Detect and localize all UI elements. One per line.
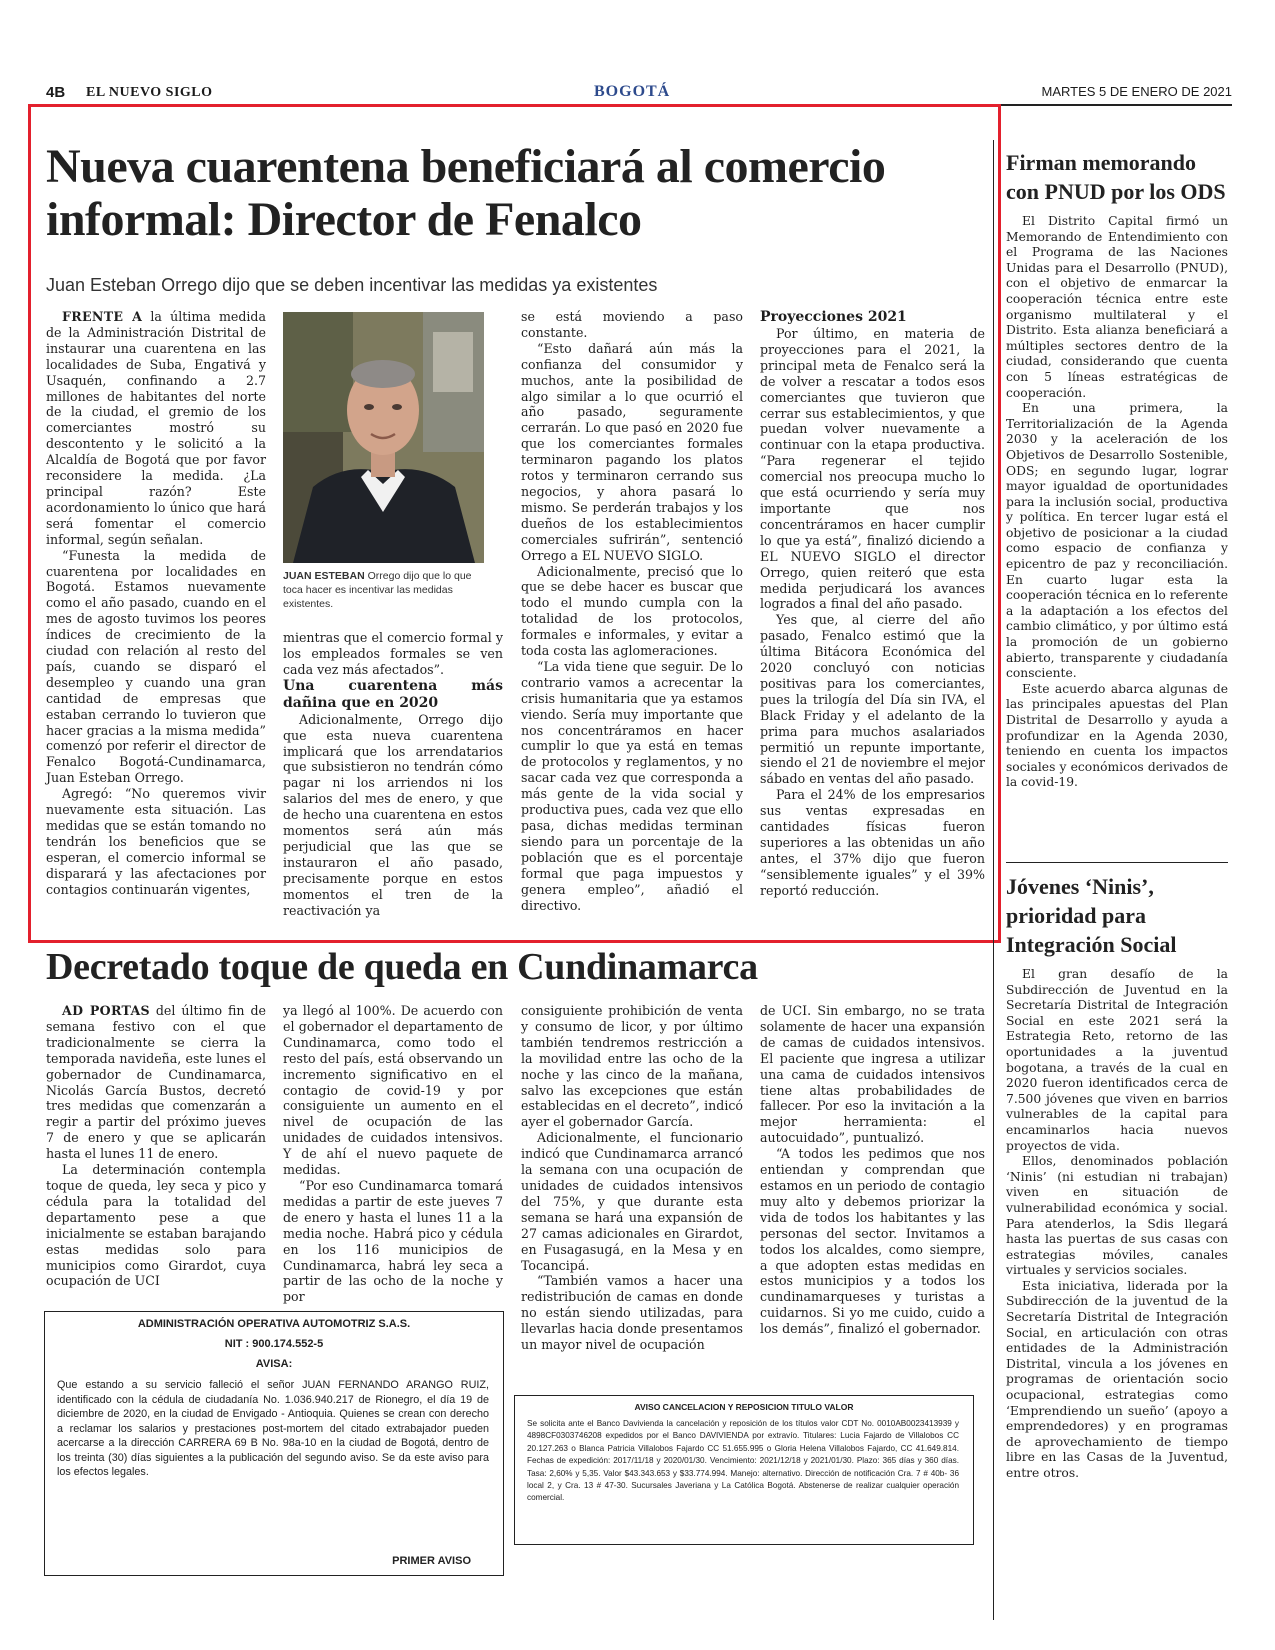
lead-in: FRENTE A: [62, 309, 143, 324]
sidebar-article-1: [1006, 148, 1228, 791]
ad-body: Se solicita ante el Banco Davivienda la cancelación y reposición de los títulos valor CDT No. 0010AB00234139​39 y 4898CF0303746208 expedidos por el Banco DAVIVIENDA por extravío. Titulares: Lucia Fajardo de Villalobos CC 20.127.263 o Blanca Patricia Villalobos Fajardo CC 51.655.995 o Gloria Helena Villalobos Fajardo, CC 41.649.814. Fechas de expedición: 2017/11/18 y 2020/01/30. Vencimiento: 2021/12/18 y 2021/01/30. Plazo: 365 días y 360 días. Tasa: 2,60% y 5,35. Valor $43.343.653 y $33.774.994. Manejo: alternativo. Dirección de notificación Cra. 7 # 40b- 36 local 2, y Cra. 13 # 47-30. Sucursales Javeriana y La Católica Bogotá. Abstenerse de realizar cualquier operación comercial.: [527, 1419, 959, 1503]
second-column-4: [760, 1003, 985, 1337]
section-name: BOGOTÁ: [594, 83, 671, 100]
second-headline: Decretado toque de queda en Cundinamarca: [46, 946, 758, 988]
newspaper-name: EL NUEVO SIGLO: [86, 85, 213, 100]
paragraph: la última medida de la Administración Distrital de instaurar una cuarentena en las localidades de Suba, Engativá y Usaquén, confinando a 2.7 millones de habitantes del norte de la ciudad, el gremio de los comerciantes mostró su descontento y le solicitó a la Alcaldía de Bogotá que por favor reconsidere la medida. ¿La principal razón? Este acordonamiento lo único que hará será fomentar el comercio informal, según señalan.: [46, 309, 266, 547]
ad-title: ADMINISTRACIÓN OPERATIVA AUTOMOTRIZ S.A.S.: [137, 1318, 411, 1330]
paragraph: Esta iniciativa, liderada por la Subdirección de la juventud de la Secretaría Distrital de Integración Social, en articulación con otras entidades de la Administración Distrital, vincula a los jóvenes en programas de orientación socio ocupacional, estrategias como ‘Emprendiendo un sueño’ (apoyo a emprendedores) y en programas de aprovechamiento de tiempo libre en las Casas de la Juventud, entre otros.: [1006, 1278, 1228, 1480]
paragraph: “La vida tiene que seguir. De lo contrario vamos a acrecentar la crisis humanitaria que ya estamos viendo. Sería muy importante que nos concentráramos en hacer cumplir lo que ya está en temas de protocolos y reglamentos, y no sacar cada vez que corresponda a más gente de la vida social y productiva pues, cada vez que ello pasa, dichas medidas terminan siendo para un porcentaje de la población que es el porcentaje formal que paga impuestos y genera empleo”, añadió el directivo.: [521, 658, 743, 913]
paragraph: Agregó: “No queremos vivir nuevamente esta situación. Las medidas que se están tomando no tendrán los beneficios que se esperan, el comercio informal se disparará y las afectaciones por contagios continuarán vigentes,: [46, 786, 266, 897]
main-column-3: [521, 309, 743, 913]
main-deck: Juan Esteban Orrego dijo que se deben incentivar las medidas ya existentes: [46, 275, 658, 295]
ad-title: AVISO CANCELACION Y REPOSICION TITULO VALOR: [634, 1402, 854, 1412]
lead-in: AD PORTAS: [62, 1003, 150, 1018]
article-photo: [283, 312, 484, 563]
ad-nit: NIT : 900.174.552-5: [224, 1338, 324, 1350]
paragraph: se está moviendo a paso constante.: [521, 309, 743, 340]
page-number: 4B: [46, 84, 66, 101]
paragraph: El gran desafío de la Subdirección de Juventud en la Secretaría Distrital de Integración Social en este 2021 será la Estrategia Reto, retorno de las oportunidades a la juventud bogotana, a través de la cual en 2020 fueron identificados cerca de 7.500 jóvenes que viven en barrios vulnerables de la capital para encaminarlos hacia nuevos proyectos de vida.: [1006, 967, 1228, 1153]
sidebar-body: [1006, 967, 1228, 1482]
main-column-1: [46, 309, 266, 898]
paragraph: Adicionalmente, Orrego dijo que esta nueva cuarentena implicará que los arrendatarios que subsistieron no tendrán cómo pagar ni los arriendos ni los salarios del mes de enero, y que de hecho una cuarentena en estos momentos será aún más perjudicial que las que se instauraron el año pasado, precisamente porque en estos momentos el tren de la reactivación ya: [283, 711, 503, 918]
subhead: Una cuarentena más dañina que en 2020: [283, 677, 503, 711]
second-column-1: [46, 1003, 266, 1289]
paragraph: “Funesta la medida de cuarentena por localidades en Bogotá. Estamos nuevamente como el año pasado, cuando en el mes de agosto tuvimos los peores índices de crecimiento de la ciudad con relación al resto del país, cuando se disparó el desempleo y cuando una gran cantidad de empresas que estaban cerrando lo tuvieron que hacer gracias a la misma medida” comenzó por referir el director de Fenalco Bogotá-Cundinamarca, Juan Esteban Orrego.: [46, 547, 266, 786]
ad-aviso: AVISA:: [255, 1358, 293, 1370]
paragraph: Yes que, al cierre del año pasado, Fenalco estimó que la última Bitácora Económica del 2020 concluyó con noticias positivas para los comerciantes, pues la trilogía del Día sin IVA, el Black Friday y el adelanto de la prima para muchos asalariados permitió un repunte importante, siendo el 21 de noviembre el mejor sábado en ventas del año pasado.: [760, 612, 985, 787]
paragraph: Adicionalmente, el funcionario indicó que Cundinamarca arrancó la semana con una ocupación de unidades de cuidados intensivos del 75%, y que durante esta semana se hará una expansión de 27 camas adicionales en Girardot, en Fusagasugá, en la Mesa y en Tocancipá.: [521, 1130, 743, 1273]
paragraph: Para el 24% de los empresarios sus ventas expresadas en cantidades físicas fueron superiores a las obtenidas un año antes, el 37% dijo que fueron “sensiblemente iguales” y el 39% reportó reducción.: [760, 787, 985, 898]
subhead: Proyecciones 2021: [760, 309, 907, 325]
paragraph: El Distrito Capital firmó un Memorando de Entendimiento con el Programa de las Naciones Unidas para el Desarrollo (PNUD), con el objetivo de enmarcar la cooperación técnica entre este organismo multilateral y el Distrito. Esta alianza beneficiará a múltiples sectores dentro de la ciudad, considerando que cuenta con 5 líneas estratégicas de cooperación.: [1006, 214, 1228, 400]
paragraph: Adicionalmente, precisó que lo que se debe hacer es buscar que todo el mundo cumpla con la totalidad de los protocolos, formales e informales, y evitar a toda costa las aglomeraciones.: [521, 563, 743, 659]
paragraph: Por último, en materia de proyecciones para el 2021, la principal meta de Fenalco será la de volver a rescatar a todos esos comerciantes que tuvieron que cerrar sus establecimientos, y que puedan volver nuevamente a continuar con la etapa productiva. “Para regenerar el tejido comercial nos preocupa mucho lo que está ocurriendo y sería muy importante que nos concentráramos en hacer cumplir lo que ya está”, finalizó diciendo a EL NUEVO SIGLO el director Orrego, quien reiteró que esta medida perjudicará los avances logrados a final del año pasado.: [760, 326, 985, 612]
portrait-photo-icon: [283, 312, 484, 563]
sidebar-article-2: [1006, 872, 1228, 1482]
sidebar-body: [1006, 214, 1228, 791]
sidebar-headline: Jóvenes ‘Ninis’, prioridad para Integración Social: [1006, 874, 1177, 957]
paragraph: del último fin de semana festivo con el que tradicionalmente se cierra la temporada navideña, este lunes el gobernador de Cundinamarca, Nicolás García Bustos, decretó tres medidas que comenzarán a regir a partir del próximo jueves 7 de enero y que se aplicarán hasta el lunes 11 de enero.: [46, 1003, 266, 1162]
title-cancellation-notice: [514, 1395, 974, 1545]
paragraph: Ellos, denominados población ‘Ninis’ (ni estudian ni trabajan) viven en situación de vulnerabilidad económica y social. Para atenderlos, la Sdis llegará hasta las puertas de sus casas con estrategias móviles, canales virtuales y servicios sociales.: [1006, 1154, 1228, 1278]
paragraph: “También vamos a hacer una redistribución de camas en donde no están siendo utilizadas, para llevarlas hacia donde presentamos un mayor nivel de ocupación: [521, 1273, 743, 1353]
paragraph: En una primera, la Territorialización de la Agenda 2030 y la aceleración de los Objetivos de Desarrollo Sostenible, ODS; en segundo lugar, lograr mayor igualdad de oportunidades para la inclusión social, productiva y política. En tercer lugar está el objetivo de posicionar a la ciudad como espacio de confianza y epicentro de paz y reconciliación. En cuarto lugar esta la cooperación técnica en lo referente a la adaptación a los efectos del cambio climático, y por último está la promoción de un gobierno abierto, transparente y ciudadanía consciente.: [1006, 401, 1228, 681]
sidebar-divider: [1006, 862, 1228, 863]
main-column-4: [760, 309, 985, 899]
paragraph: “A todos les pedimos que nos entiendan y comprendan que estamos en un periodo de contagio muy alto y debemos priorizar la vida de todos los habitantes y las personas del sector. Invitamos a todos los alcaldes, como siempre, a que adopten estas medidas en estos municipios y a todos los cundinamarqueses y turistas a cuidarnos. Si yo me cuido, cuido a los demás”, finalizó el gobernador.: [760, 1146, 985, 1337]
paragraph: de UCI. Sin embargo, no se trata solamente de hacer una expansión de camas de cuidados intensivos. El paciente que ingresa a utilizar una cama de cuidados intensivos tiene altas probabilidades de fallecer. Por eso la invitación a la mejor herramienta: el autocuidado”, puntualizó.: [760, 1003, 985, 1146]
paragraph: La determinación contempla toque de queda, ley seca y pico y cédula para la totalidad del departamento pese a que inicialmente se estaban barajando estas medidas solo para municipios como Girardot, cuya ocupación de UCI: [46, 1162, 266, 1289]
legal-notice-ad: [44, 1311, 504, 1576]
second-column-3: [521, 1003, 743, 1353]
paragraph: “Por eso Cundinamarca tomará medidas a partir de este jueves 7 de enero y hasta el lunes 11 a la media noche. Habrá pico y cédula en los 116 municipios de Cundinamarca, habrá ley seca a partir de las ocho de la noche y por: [283, 1177, 503, 1305]
paragraph: ya llegó al 100%. De acuerdo con el gobernador el departamento de Cundinamarca, como todo el resto del país, está observando un incremento significativo en el contagio de covid-19 y por consiguiente un aumento en el nivel de ocupación de las unidades de cuidados intensivos. Y de ahí el nuevo paquete de medidas.: [283, 1003, 503, 1178]
issue-date: MARTES 5 DE ENERO DE 2021: [1041, 84, 1232, 99]
caption-text: Orrego dijo que lo que toca hacer es incentivar las medidas existentes.: [283, 570, 472, 610]
caption-lead: JUAN ESTEBAN: [283, 570, 365, 582]
photo-caption: [283, 569, 484, 611]
main-column-2: [283, 630, 503, 919]
paragraph: “Esto dañará aún más la confianza del consumidor y muchos, ante la posibilidad de algo similar a lo que ocurrió el año pasado, seguramente cerrarán. Lo que pasó en 2020 fue que los comerciantes formales terminaron pagando los platos rotos y terminaron cerrando sus negocios, y ahora pasará lo mismo. Se perderán trabajos y los dueños de los establecimientos comerciales sufrirán”, sentenció Orrego a EL NUEVO SIGLO.: [521, 340, 743, 563]
ad-footer: PRIMER AVISO: [392, 1555, 471, 1567]
paragraph: Este acuerdo abarca algunas de las principales apuestas del Plan Distrital de Desarrollo y ayuda a profundizar en la Agenda 2030, teniendo en cuenta los impactos sociales y económicos derivados de la covid-19.: [1006, 681, 1228, 790]
paragraph: consiguiente prohibición de venta y consumo de licor, y por último también tendremos restricción a la movilidad entre las ocho de la noche y las cinco de la mañana, salvo las excepciones que están establecidas en el decreto”, indicó ayer el gobernador García.: [521, 1003, 743, 1130]
main-headline: Nueva cuarentena beneficiará al comercio informal: Director de Fenalco: [46, 140, 886, 246]
ad-body: Que estando a su servicio falleció el señor JUAN FERNANDO ARANGO RUIZ, identificado con la cédula de ciudadanía No. 1.036.940.217 de Rionegro, el día 19 de diciembre de 2020, en la ciudad de Envigado - Antioquia. Quienes se crean con derecho a reclamar los salarios y prestaciones post-mortem del citado extrabajador pueden acercarse a la dirección CARRERA 69 B No. 98a-10 en la ciudad de Bogotá, dentro de los treinta (30) días siguientes a la publicación del segundo aviso. Se da este aviso para los efectos legales.: [57, 1379, 489, 1478]
column-divider: [993, 140, 994, 1620]
second-column-2: [283, 1003, 503, 1305]
paragraph: mientras que el comercio formal y los empleados formales se ven cada vez más afectados”.: [283, 630, 503, 677]
sidebar-headline: Firman memorando con PNUD por los ODS: [1006, 150, 1226, 204]
